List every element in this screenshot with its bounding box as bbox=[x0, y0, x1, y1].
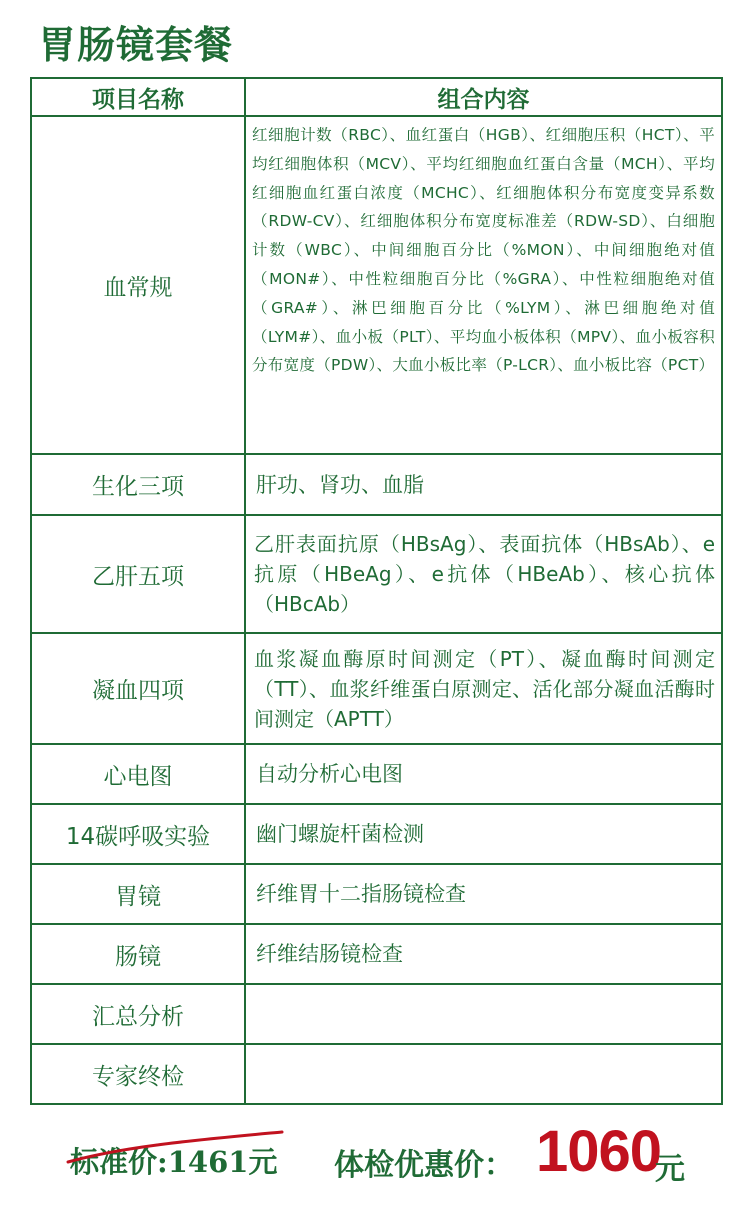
item-name: 生化三项 bbox=[31, 454, 245, 515]
item-name: 血常规 bbox=[31, 116, 245, 454]
item-content: 纤维结肠镜检查 bbox=[245, 924, 722, 984]
promo-price-value: 1060 bbox=[536, 1119, 662, 1184]
item-content: 纤维胃十二指肠镜检查 bbox=[245, 864, 722, 924]
item-content: 肝功、肾功、血脂 bbox=[245, 454, 722, 515]
item-name: 14碳呼吸实验 bbox=[31, 804, 245, 864]
table-row bbox=[31, 864, 722, 924]
item-name: 汇总分析 bbox=[31, 984, 245, 1044]
table-row bbox=[31, 454, 722, 515]
table-row bbox=[31, 633, 722, 744]
item-name: 乙肝五项 bbox=[31, 515, 245, 633]
item-name: 专家终检 bbox=[31, 1044, 245, 1104]
standard-price-unit: 元 bbox=[248, 1145, 278, 1179]
table-row bbox=[31, 924, 722, 984]
item-content: 幽门螺旋杆菌检测 bbox=[245, 804, 722, 864]
promo-price-unit: 元 bbox=[655, 1152, 685, 1187]
item-content bbox=[245, 1044, 722, 1104]
standard-price-value: 1461 bbox=[167, 1145, 249, 1179]
standard-price bbox=[70, 1140, 277, 1181]
table-row bbox=[31, 116, 722, 454]
item-content: 红细胞计数（RBC）、血红蛋白（HGB）、红细胞压积（HCT）、平均红细胞体积（MCV）、平均红细胞血红蛋白含量（MCH）、平均红细胞血红蛋白浓度（MCHC）、红细胞体积分布宽度变异系数（RDW-CV）、红细胞体积分布宽度标准差（RDW-SD）、白细胞计数（WBC）、中间细胞百分比（%MON）、中间细胞绝对值（MON#）、中性粒细胞百分比（%GRA）、中性粒细胞绝对值（GRA#）、淋巴细胞百分比（%LYM）、淋巴细胞绝对值（LYM#）、血小板（PLT）、平均血小板体积（MPV）、血小板容积分布宽度（PDW）、大血小板比率（P-LCR）、血小板比容（PCT） bbox=[245, 116, 722, 454]
table-row bbox=[31, 744, 722, 804]
item-content: 血浆凝血酶原时间测定（PT）、凝血酶时间测定（TT）、血浆纤维蛋白原测定、活化部分凝血活酶时间测定（APTT） bbox=[245, 633, 722, 744]
price-section bbox=[70, 1119, 730, 1187]
item-content: 自动分析心电图 bbox=[245, 744, 722, 804]
item-name: 肠镜 bbox=[31, 924, 245, 984]
item-name: 胃镜 bbox=[31, 864, 245, 924]
item-name: 凝血四项 bbox=[31, 633, 245, 744]
header-item-content: 组合内容 bbox=[245, 78, 722, 116]
page-title: 胃肠镜套餐 bbox=[38, 23, 234, 67]
standard-price-label: 标准价: bbox=[70, 1145, 168, 1179]
header-item-name: 项目名称 bbox=[31, 78, 245, 116]
table-row bbox=[31, 1044, 722, 1104]
package-table bbox=[30, 77, 723, 1105]
promo-price-label: 体检优惠价： bbox=[334, 1148, 514, 1183]
item-content: 乙肝表面抗原（HBsAg）、表面抗体（HBsAb）、e抗原（HBeAg）、e抗体（HBeAb）、核心抗体（HBcAb） bbox=[245, 515, 722, 633]
table-header-row bbox=[31, 78, 722, 116]
table-row bbox=[31, 515, 722, 633]
item-name: 心电图 bbox=[31, 744, 245, 804]
table-row bbox=[31, 804, 722, 864]
item-content bbox=[245, 984, 722, 1044]
table-row bbox=[31, 984, 722, 1044]
